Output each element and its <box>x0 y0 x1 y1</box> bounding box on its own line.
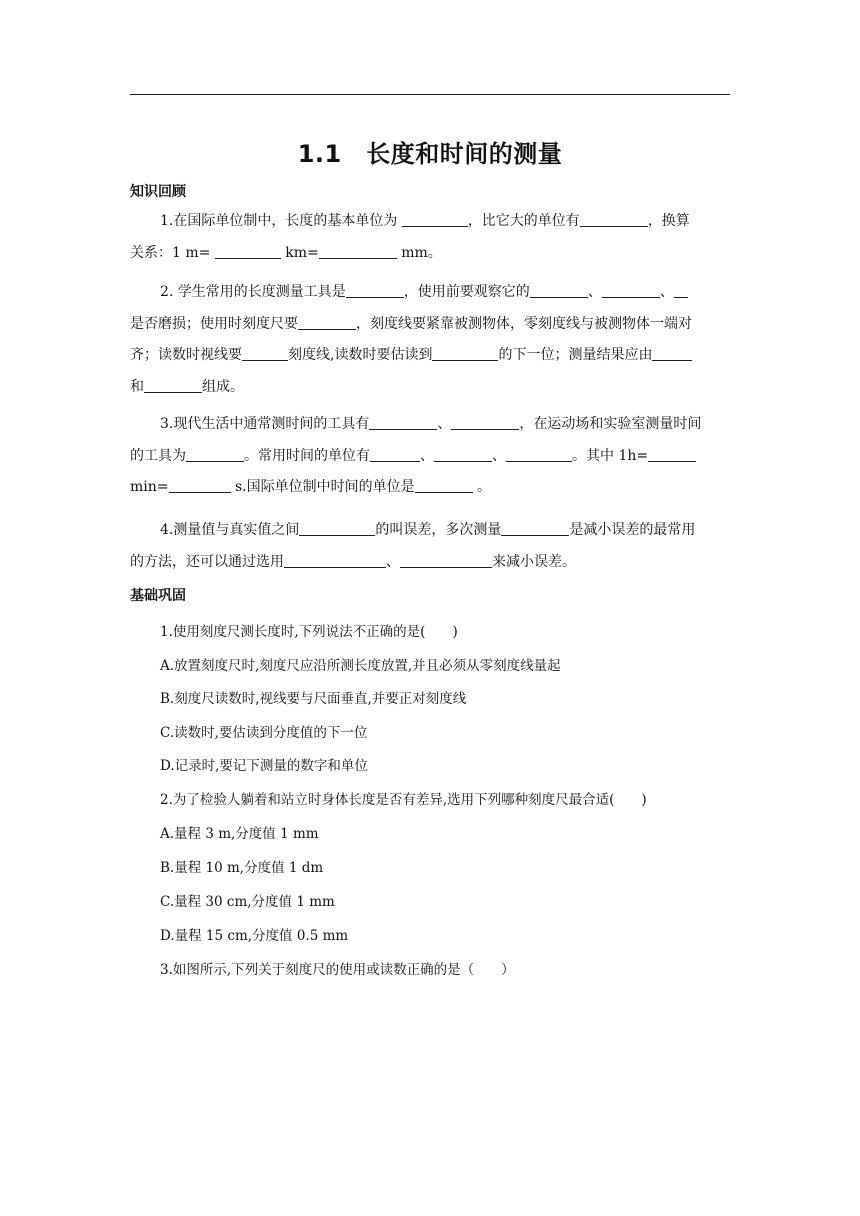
review-question-2: 2. 学生常用的长度测量工具是 ，使用前要观察它的 、 、 是否磨损；使用时刻度尺要 ，刻度线要紧靠被测物体，零刻度线与被测物体一端对 齐；读数时视线要 刻度线,读数时要估读到 的下一位；测量结果应由 和 组成。 <box>130 284 692 395</box>
review-question-3: 3.现代生活中通常测时间的工具有 、 ，在运动场和实验室测量时间 的工具为 。常用时间的单位有 、 、 。其中 1h= min= s.国际单位制中时间的单位是 。 <box>130 416 702 495</box>
answer-blank[interactable] <box>652 346 692 361</box>
question-1-option-b[interactable]: B.刻度尺读数时,视线要与尺面垂直,并要正对刻度线 <box>160 691 467 707</box>
answer-blank[interactable] <box>402 212 468 227</box>
answer-blank[interactable] <box>299 521 375 536</box>
answer-blank[interactable] <box>169 478 231 493</box>
question-2-option-c[interactable]: C.量程 30 cm,分度值 1 mm <box>160 894 335 910</box>
answer-blank[interactable] <box>144 378 202 393</box>
question-2-option-d[interactable]: D.量程 15 cm,分度值 0.5 mm <box>160 928 349 944</box>
header-rule <box>130 94 730 95</box>
answer-blank[interactable] <box>400 553 492 568</box>
answer-blank[interactable] <box>674 283 688 298</box>
answer-blank[interactable] <box>346 283 404 298</box>
answer-blank[interactable] <box>369 415 437 430</box>
answer-blank[interactable] <box>580 212 648 227</box>
answer-blank[interactable] <box>648 447 696 462</box>
page-title: 1.1 长度和时间的测量 <box>297 140 563 168</box>
answer-blank[interactable] <box>415 478 473 493</box>
answer-blank[interactable] <box>370 447 420 462</box>
answer-blank[interactable] <box>432 346 498 361</box>
section-heading-review: 知识回顾 <box>130 184 186 200</box>
question-2-option-a[interactable]: A.量程 3 m,分度值 1 mm <box>160 826 319 842</box>
question-3-stem: 3.如图所示,下列关于刻度尺的使用或读数正确的是（ ） <box>160 962 515 978</box>
answer-blank[interactable] <box>501 521 569 536</box>
answer-blank[interactable] <box>530 283 588 298</box>
answer-blank[interactable] <box>186 447 244 462</box>
answer-blank[interactable] <box>298 315 356 330</box>
question-2-stem: 2.为了检验人躺着和站立时身体长度是否有差异,选用下列哪种刻度尺最合适( ) <box>160 792 647 808</box>
answer-blank[interactable] <box>284 553 386 568</box>
answer-blank[interactable] <box>602 283 660 298</box>
question-1-option-d[interactable]: D.记录时,要记下测量的数字和单位 <box>160 758 368 774</box>
answer-blank[interactable] <box>506 447 572 462</box>
question-1-option-a[interactable]: A.放置刻度尺时,刻度尺应沿所测长度放置,并且必须从零刻度线量起 <box>160 658 561 674</box>
section-heading-basics: 基础巩固 <box>130 588 186 604</box>
answer-blank[interactable] <box>451 415 519 430</box>
question-1-option-c[interactable]: C.读数时,要估读到分度值的下一位 <box>160 725 368 741</box>
question-1-stem: 1.使用刻度尺测长度时,下列说法不正确的是( ) <box>160 624 458 640</box>
question-2-option-b[interactable]: B.量程 10 m,分度值 1 dm <box>160 860 324 876</box>
answer-blank[interactable] <box>215 244 281 259</box>
review-question-1: 1.在国际单位制中，长度的基本单位为 ，比它大的单位有 ，换算 关系：1 m= km= mm。 <box>130 213 690 261</box>
answer-blank[interactable] <box>434 447 492 462</box>
answer-blank[interactable] <box>319 244 397 259</box>
review-question-4: 4.测量值与真实值之间 的叫误差，多次测量 是减小误差的最常用 的方法，还可以通过选用 、 来减小误差。 <box>130 522 696 570</box>
answer-blank[interactable] <box>242 346 288 361</box>
